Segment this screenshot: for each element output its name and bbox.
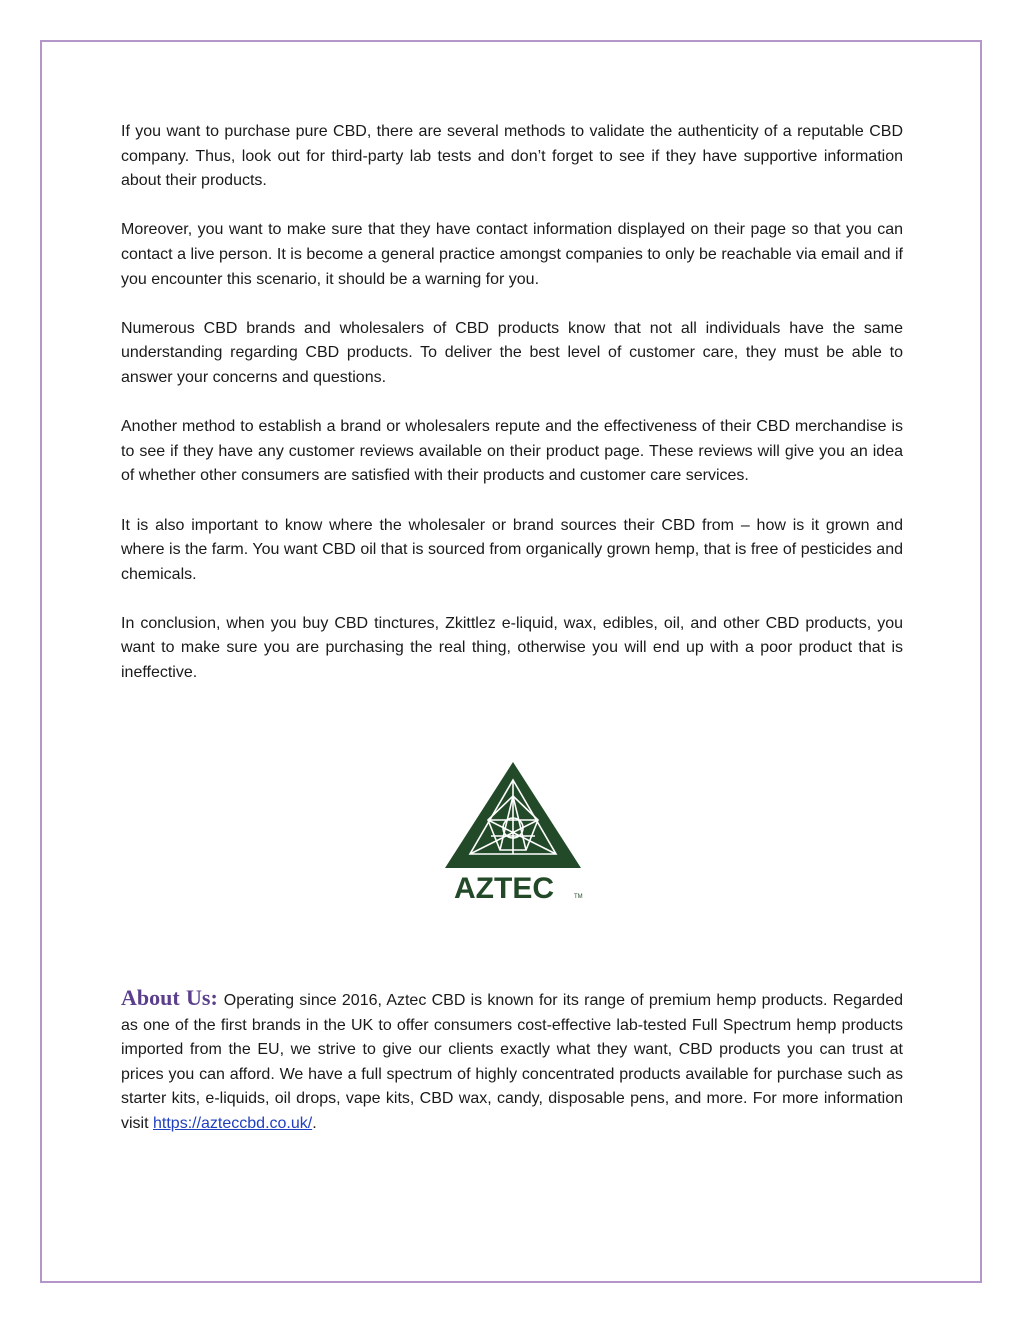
about-body: Operating since 2016, Aztec CBD is known for its range of premium hemp products. Regarded as one of the first brands in the UK to offer consumers cost-effective lab-tested Full Spectrum hemp products imported from the EU, we strive to give our clients exactly what they want, CBD products you can trust at prices you can afford. We have a full spectrum of highly concentrated products available for purchase such as starter kits, e-liquids, oil drops, vape kits, CBD wax, candy, disposable pens, and more. For more information visit [121,992,904,1132]
logo-tm: TM [574,894,583,900]
website-link[interactable]: https://azteccbd.co.uk/ [153,1114,313,1132]
logo-wordmark: AZTEC [454,872,554,905]
about-trailing: . [312,1114,317,1132]
aztec-logo-icon [438,758,588,908]
article-body [121,120,903,710]
about-section [121,986,903,1137]
paragraph: Moreover, you want to make sure that they have contact information displayed on their page so that you can contact a live person. It is become a general practice amongst companies to only be reachable via email and if you encounter this scenario, it should be a warning for you. [121,221,903,288]
aztec-logo [438,758,588,908]
paragraph: In conclusion, when you buy CBD tinctures, Zkittlez e-liquid, wax, edibles, oil, and other CBD products, you want to make sure you are purchasing the real thing, otherwise you will end up with a poor product that is ineffective. [121,614,903,682]
paragraph: Another method to establish a brand or wholesalers repute and the effectiveness of their CBD merchandise is to see if they have any customer reviews available on their product page. These reviews will give you an idea of whether other consumers are satisfied with their products and customer care services. [121,418,903,485]
paragraph: Numerous CBD brands and wholesalers of CBD products know that not all individuals have the same understanding regarding CBD products. To deliver the best level of customer care, they must be able to answer your concerns and questions. [121,319,903,386]
paragraph: It is also important to know where the wholesaler or brand sources their CBD from – how is it grown and where is the farm. You want CBD oil that is sourced from organically grown hemp, that is free of pesticides and chemicals. [121,516,903,583]
about-heading: About Us: [121,985,218,1010]
paragraph: If you want to purchase pure CBD, there are several methods to validate the authenticity of a reputable CBD company. Thus, look out for third-party lab tests and don’t forget to see if they have supportive information about their products. [121,123,903,190]
